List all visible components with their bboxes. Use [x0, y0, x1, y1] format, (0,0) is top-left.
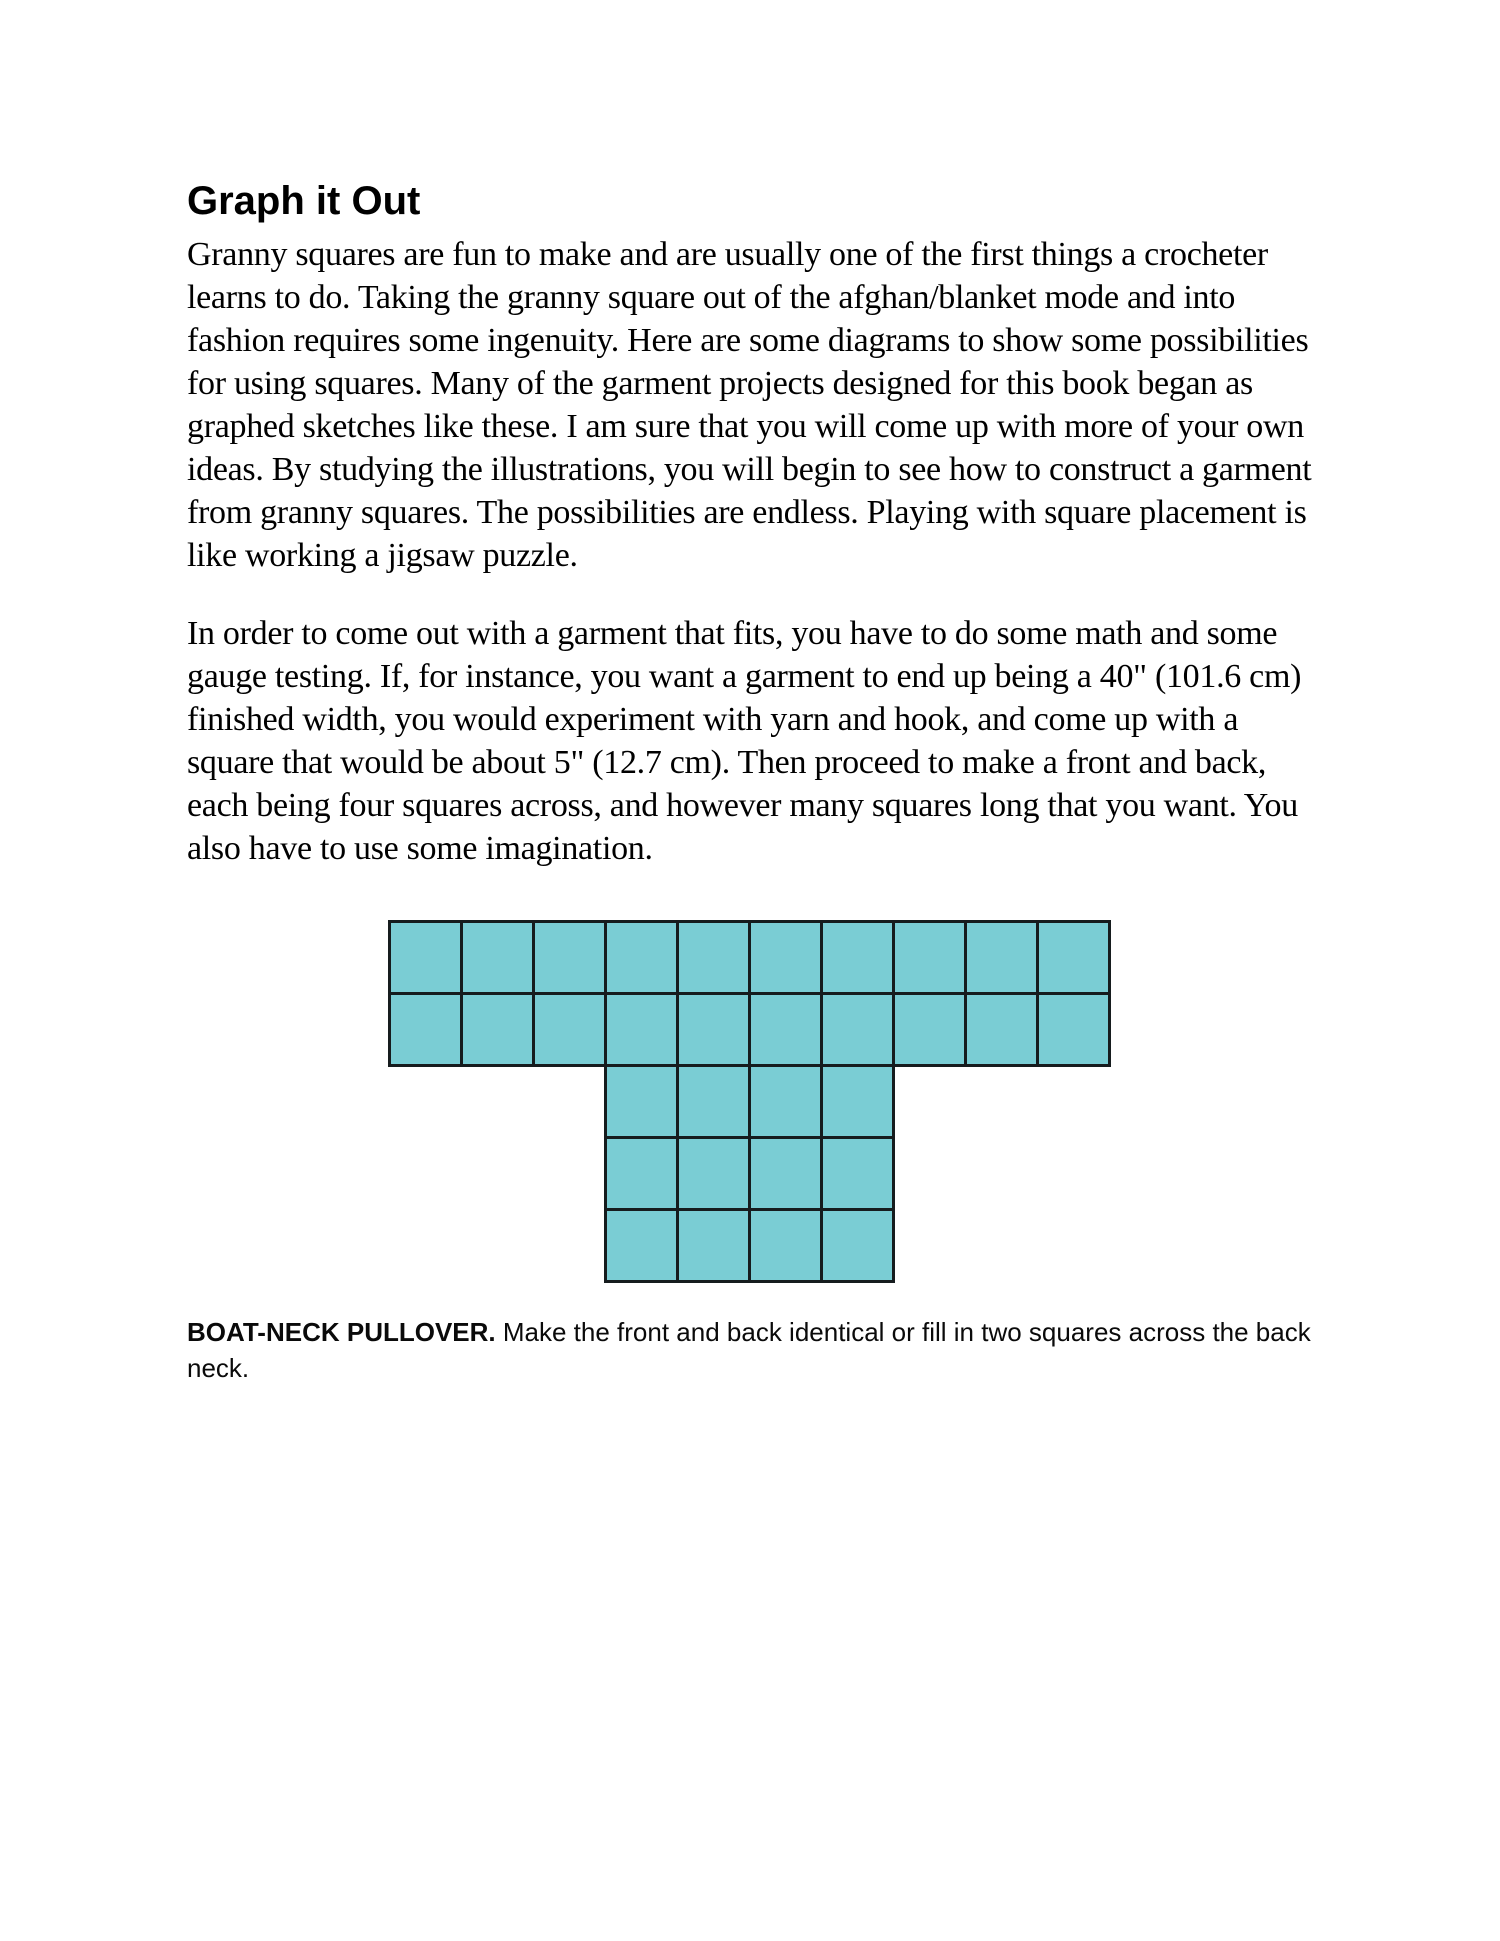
granny-square	[391, 995, 460, 1064]
intro-paragraph: Granny squares are fun to make and are usually one of the first things a crocheter learns to do. Taking the granny square out of the afghan/blanket mode and into fashion requires some ingenuity. Here are some diagrams to show some possibilities for using squares. Many of the garment projects designed for this book began as graphed sketches like these. I am sure that you will come up with more of your own ideas. By studying the illustrations, you will begin to see how to construct a garment from granny squares. The possibilities are endless. Playing with square placement is like working a jigsaw puzzle.	[187, 236, 1312, 574]
figure-caption-lead: BOAT-NECK PULLOVER.	[187, 1317, 496, 1347]
granny-square	[823, 1067, 892, 1136]
granny-square	[607, 995, 676, 1064]
diagram-top-block	[388, 920, 1111, 1067]
granny-square	[895, 995, 964, 1064]
granny-square	[607, 1211, 676, 1280]
granny-square	[679, 1211, 748, 1280]
granny-square	[823, 1211, 892, 1280]
granny-square	[463, 995, 532, 1064]
granny-square	[679, 995, 748, 1064]
granny-square	[535, 923, 604, 992]
granny-square	[679, 1139, 748, 1208]
granny-square	[463, 923, 532, 992]
granny-square	[751, 1067, 820, 1136]
figure-caption	[187, 1314, 1320, 1386]
granny-square	[751, 1211, 820, 1280]
granny-square	[391, 923, 460, 992]
boat-neck-pullover-diagram	[388, 920, 1320, 1283]
granny-square	[823, 1139, 892, 1208]
gauge-paragraph: In order to come out with a garment that fits, you have to do some math and some gauge testing. If, for instance, you want a garment to end up being a 40" (101.6 cm) finished width, you would experiment with yarn and hook, and come up with a square that would be about 5" (12.7 cm). Then proceed to make a front and back, each being four squares across, and however many squares long that you want. You also have to use some imagination.	[187, 615, 1302, 867]
granny-square	[751, 995, 820, 1064]
figure-caption-text: Make the front and back identical or fill in two squares across the back neck.	[187, 1317, 1311, 1383]
diagram-bottom-block	[604, 1064, 895, 1283]
granny-square	[823, 923, 892, 992]
granny-square	[607, 1067, 676, 1136]
granny-square	[967, 995, 1036, 1064]
granny-square	[679, 923, 748, 992]
granny-square	[895, 923, 964, 992]
granny-square	[751, 1139, 820, 1208]
granny-square	[535, 995, 604, 1064]
granny-square	[967, 923, 1036, 992]
granny-square	[1039, 923, 1108, 992]
granny-square	[751, 923, 820, 992]
granny-square	[679, 1067, 748, 1136]
granny-square	[823, 995, 892, 1064]
granny-square	[1039, 995, 1108, 1064]
granny-square	[607, 1139, 676, 1208]
page-title: Graph it Out	[187, 179, 421, 223]
granny-square	[607, 923, 676, 992]
